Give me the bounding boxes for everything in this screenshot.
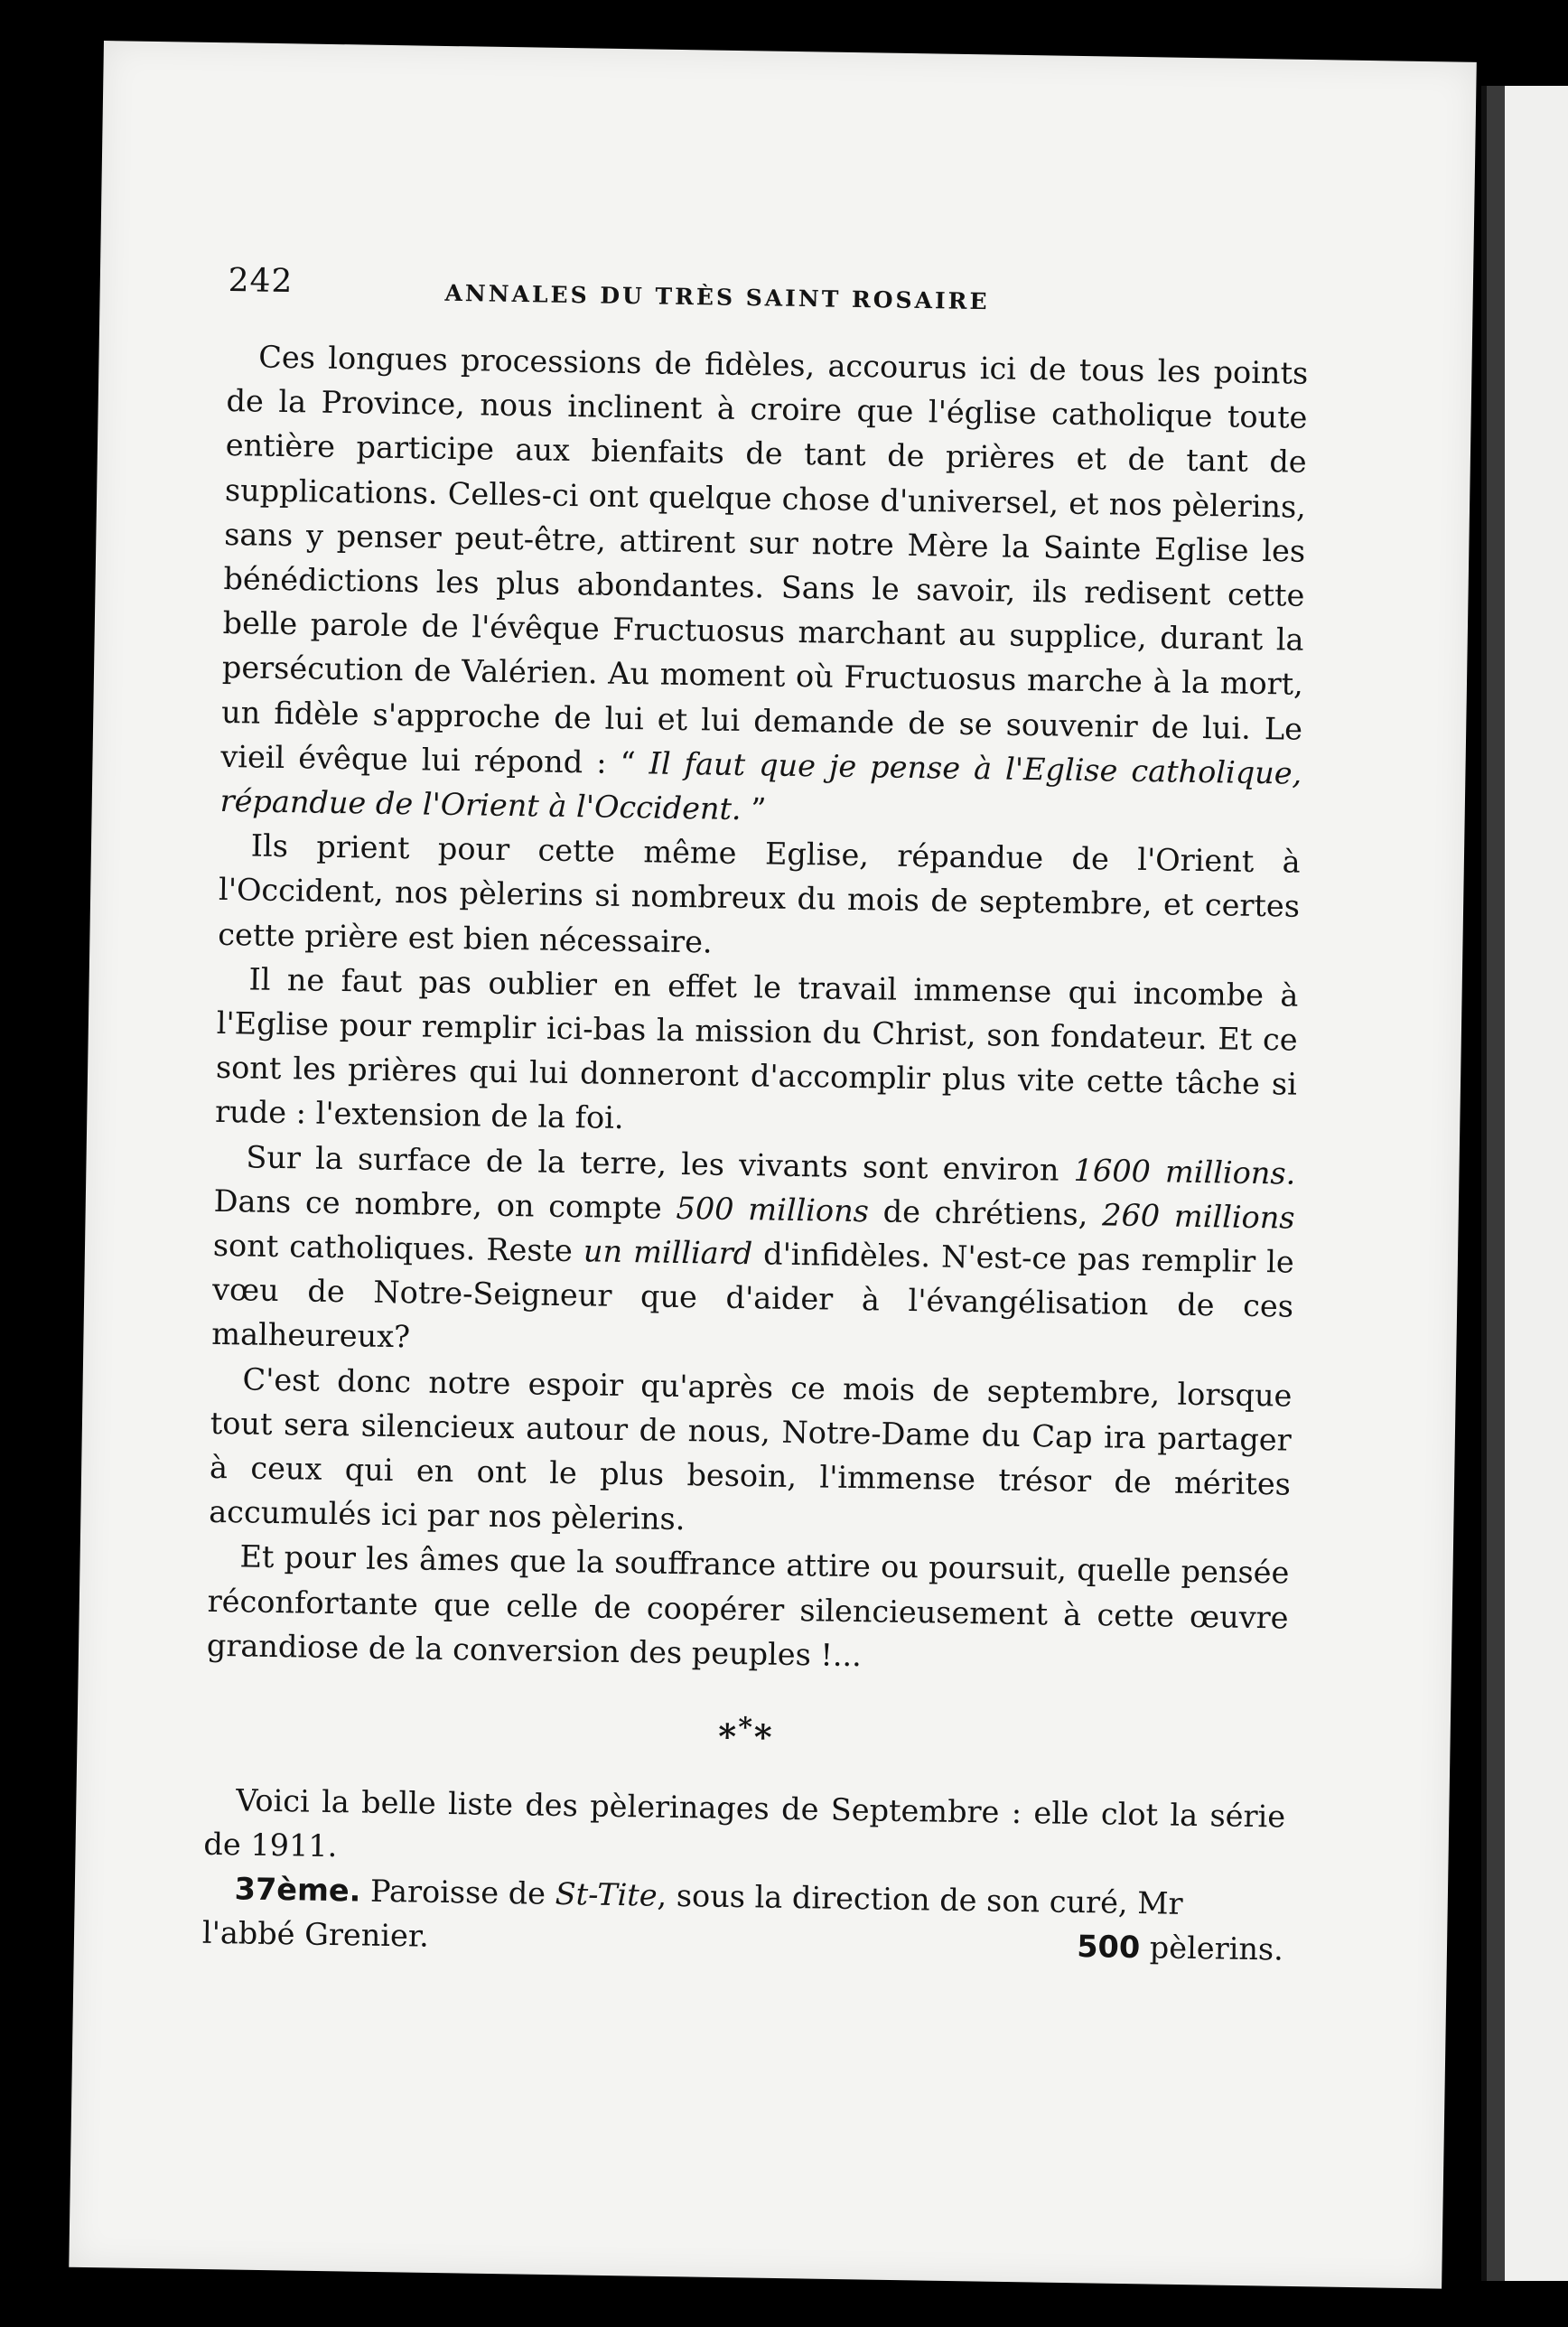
page-number: 242 (228, 262, 294, 301)
paragraph (219, 334, 1308, 840)
text-run: Sur la surface de la terre, les vivants sont environ (246, 1139, 1074, 1188)
asterisk: * (737, 1712, 755, 1744)
running-title: ANNALES DU TRÈS SAINT ROSAIRE (444, 279, 990, 315)
pilgrimage-entry (202, 1866, 1284, 1972)
text-run: C'est donc notre espoir qu'après ce mois de septembre, lorsque tout sera silencieux autour de nous, Notre-Dame du Cap ira partager à ceux qui en ont le plus besoin, l'immense trésor de mérites accumulés ici par nos pèlerins. (208, 1361, 1293, 1537)
italic-figure: 260 millions (1101, 1197, 1295, 1236)
text-run: Il ne faut pas oublier en effet le travail immense qui incombe à l'Eglise pour remplir ici-bas la mission du Christ, son fondateur. Et ce sont les prières qui lui donneront d'accomplir plus vite cette tâche si rude : l'extension de la foi. (214, 961, 1299, 1136)
italic-figure: 1600 millions. (1073, 1152, 1296, 1192)
text-run: d'infidèles. N'est-ce pas remplir le vœu de Notre-Seigneur que d'aider à l'évangélisation de ces malheureux? (211, 1236, 1295, 1355)
body-text (207, 334, 1309, 1685)
paragraph (218, 823, 1301, 973)
text-run: Ces longues processions de fidèles, accourus ici de tous les points de la Province, nous inclinent à croire que l'église catholique toute entière participe aux bienfaits de tant de prières et de tant de supplications. Celles-ci ont quelque chose d'universel, et nos pèlerins, sans y penser peut-être, attirent sur notre Mère la Sainte Eglise les bénédictions les plus abondantes. Sans le savoir, ils redisent cette belle parole de l'évêque Fructuosus marchant au supplice, durant la persécution de Valérien. Au moment où Fructuosus marche à la mort, un fidèle s'approche de lui et lui demande de se souvenir de lui. Le vieil évêque lui répond : “ (220, 339, 1309, 781)
italic-figure: un milliard (583, 1233, 753, 1272)
paragraph (207, 1534, 1290, 1684)
entry-number: 37ème. (234, 1871, 361, 1909)
italic-quote: Il faut que je pense à l'Eglise catholique, répandue de l'Orient à l'Occident. (219, 745, 1302, 827)
list-intro: Voici la belle liste des pèlerinages de Septembre : elle clot la série de 1911. (203, 1782, 1286, 1864)
paragraph (211, 1135, 1296, 1374)
asterism-separator (205, 1704, 1287, 1765)
next-page-edge (1481, 86, 1568, 2281)
parish-name: St-Tite (555, 1876, 658, 1913)
asterisk: * (753, 1716, 774, 1758)
text-run: , sous la direction de son curé, Mr (657, 1877, 1183, 1921)
next-page-paper (1505, 86, 1568, 2281)
text-run: de chrétiens, (868, 1193, 1103, 1233)
text-run: sont catholiques. Reste (212, 1227, 584, 1269)
text-run: ” (741, 791, 767, 827)
asterisk: * (717, 1715, 739, 1757)
pilgrim-count-number: 500 (1076, 1929, 1141, 1966)
entry-director: l'abbé Grenier. (201, 1915, 430, 1955)
page-content (202, 262, 1310, 1972)
pilgrim-count-label: pèlerins. (1139, 1930, 1284, 1967)
paragraph (215, 957, 1299, 1152)
text-run: Et pour les âmes que la souffrance attire ou poursuit, quelle pensée réconfortante que celle de coopérer silencieusement à cette œuvre grandiose de la conversion des peuples !... (206, 1538, 1290, 1674)
text-run: Ils prient pour cette même Eglise, répandue de l'Orient à l'Occident, nos pèlerins si nombreux du mois de septembre, et certes cette prière est bien nécessaire. (218, 827, 1302, 960)
italic-figure: 500 millions (676, 1190, 870, 1229)
text-run: Paroisse de (360, 1873, 556, 1912)
pilgrim-count (1077, 1924, 1283, 1972)
paragraph (209, 1357, 1293, 1552)
text-run: Dans ce nombre, on compte (213, 1182, 677, 1226)
